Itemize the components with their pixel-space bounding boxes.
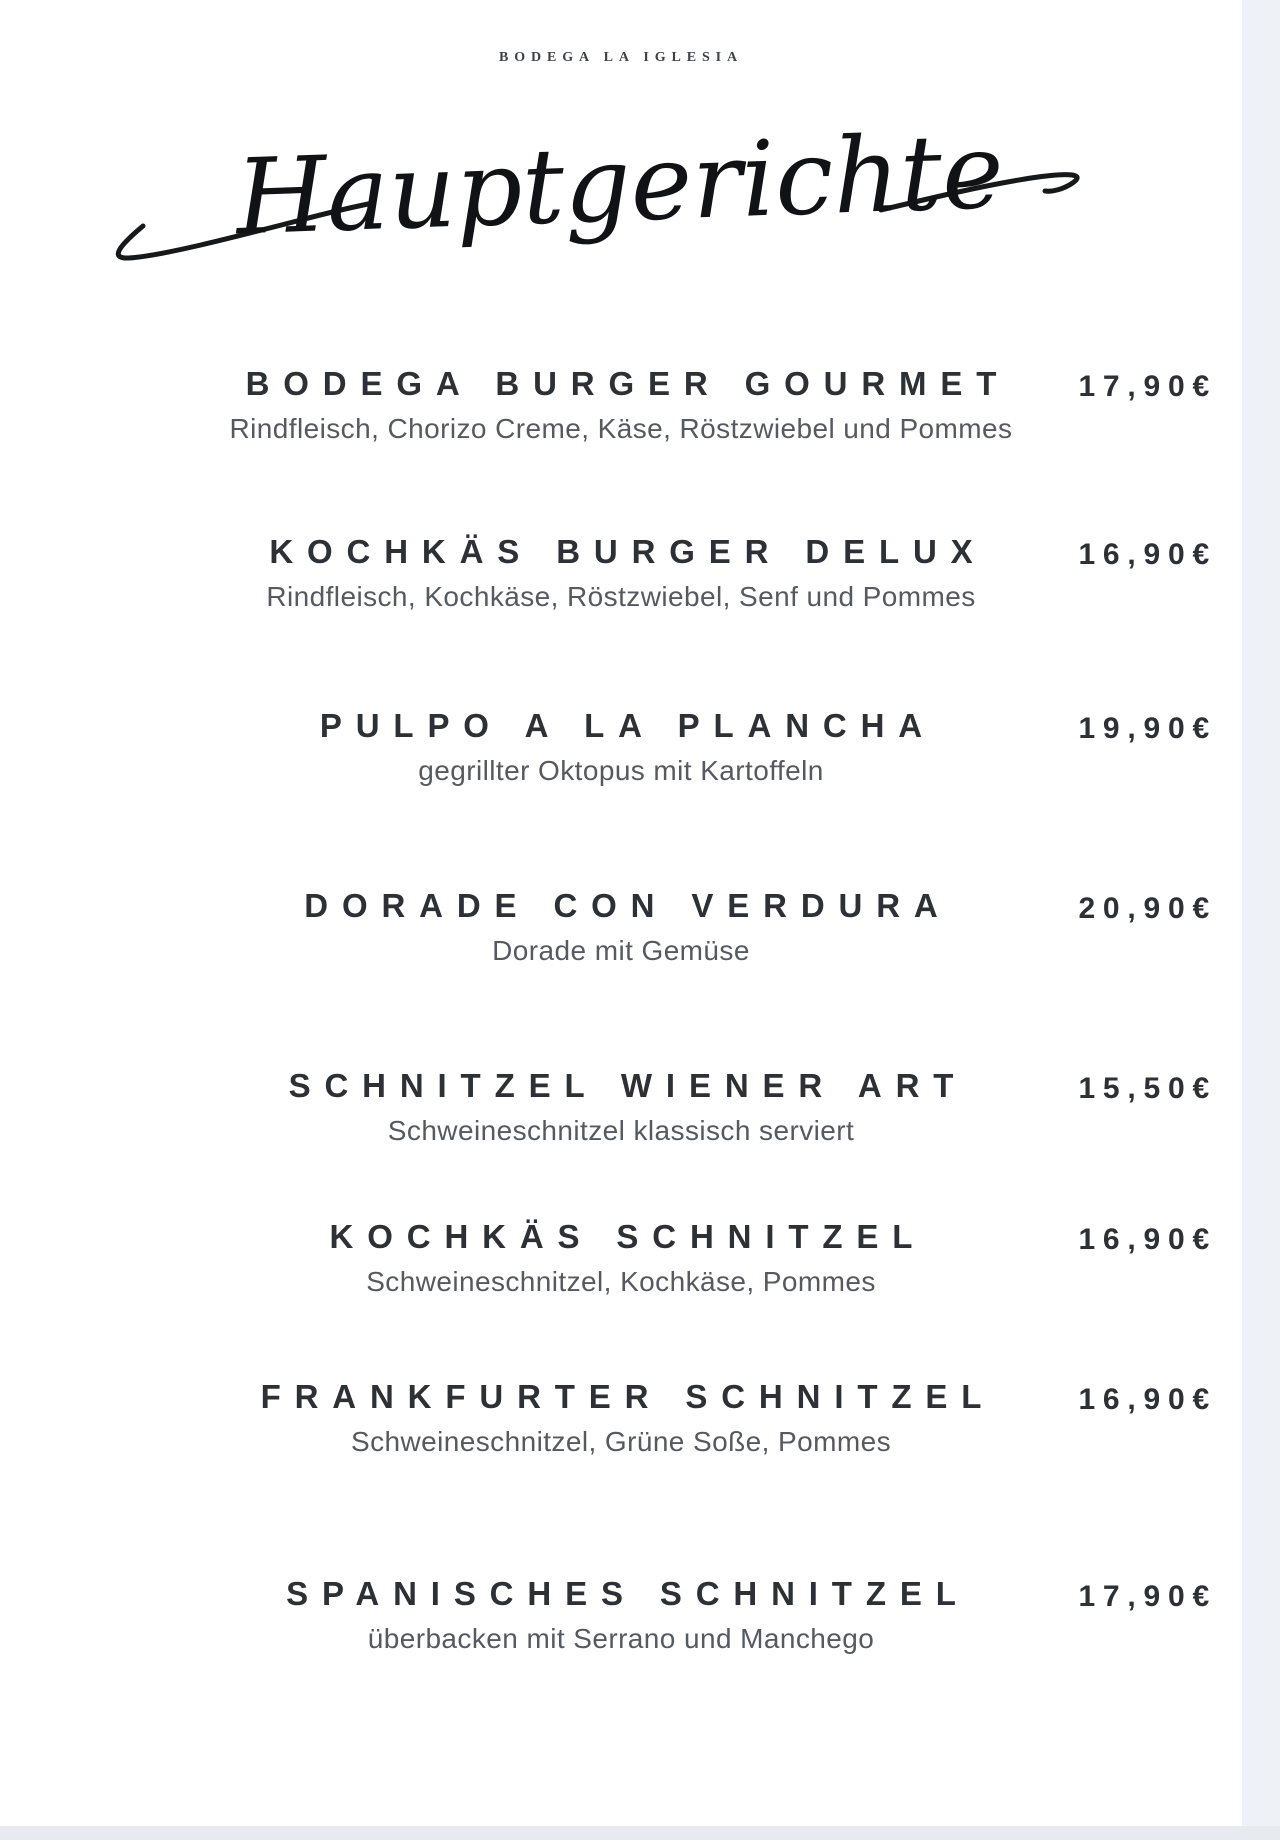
- page-bottom-edge: [0, 1826, 1280, 1840]
- item-price: 17,90€: [1078, 370, 1217, 403]
- item-description: Dorade mit Gemüse: [492, 935, 750, 966]
- item-description: überbacken mit Serrano und Manchego: [367, 1623, 875, 1654]
- item-name: KOCHKÄS BURGER DELUX: [269, 533, 987, 570]
- item-name: BODEGA BURGER GOURMET: [245, 365, 1011, 402]
- item-price: 16,90€: [1078, 1383, 1217, 1416]
- item-description: Schweineschnitzel, Kochkäse, Pommes: [366, 1266, 876, 1297]
- section-title: Hauptgerichte: [233, 109, 1006, 259]
- item-description: Schweineschnitzel klassisch serviert: [387, 1115, 855, 1146]
- item-price: 15,50€: [1078, 1072, 1217, 1105]
- item-name: FRANKFURTER SCHNITZEL: [260, 1378, 996, 1415]
- item-name: SPANISCHES SCHNITZEL: [286, 1575, 970, 1612]
- restaurant-name: BODEGA LA IGLESIA: [499, 50, 743, 65]
- item-price: 16,90€: [1078, 538, 1217, 571]
- menu-item: [0, 364, 1242, 446]
- menu-item: [0, 1217, 1242, 1299]
- menu-item: [0, 886, 1242, 968]
- item-price: 17,90€: [1078, 1580, 1217, 1613]
- menu-item: [0, 706, 1242, 788]
- item-name: PULPO A LA PLANCHA: [319, 707, 936, 744]
- item-description: Schweineschnitzel, Grüne Soße, Pommes: [351, 1426, 891, 1457]
- section-title-calligraphy: [1, 78, 1241, 278]
- menu-item: [0, 532, 1242, 614]
- item-description: gegrillter Oktopus mit Kartoffeln: [418, 755, 824, 786]
- item-description: Rindfleisch, Chorizo Creme, Käse, Röstzwiebel und Pommes: [229, 413, 1013, 444]
- menu-item: [0, 1574, 1242, 1656]
- menu-item: [0, 1066, 1242, 1148]
- section-title-block: [0, 78, 1242, 278]
- item-description: Rindfleisch, Kochkäse, Röstzwiebel, Senf und Pommes: [266, 581, 976, 612]
- page-right-edge: [1242, 0, 1280, 1826]
- item-name: SCHNITZEL WIENER ART: [288, 1067, 968, 1104]
- item-price: 20,90€: [1078, 892, 1217, 925]
- menu-list: [0, 364, 1242, 1656]
- item-name: DORADE CON VERDURA: [304, 887, 952, 924]
- menu-item: [0, 1377, 1242, 1459]
- item-name: KOCHKÄS SCHNITZEL: [329, 1218, 927, 1255]
- item-price: 16,90€: [1078, 1223, 1217, 1256]
- item-price: 19,90€: [1078, 712, 1217, 745]
